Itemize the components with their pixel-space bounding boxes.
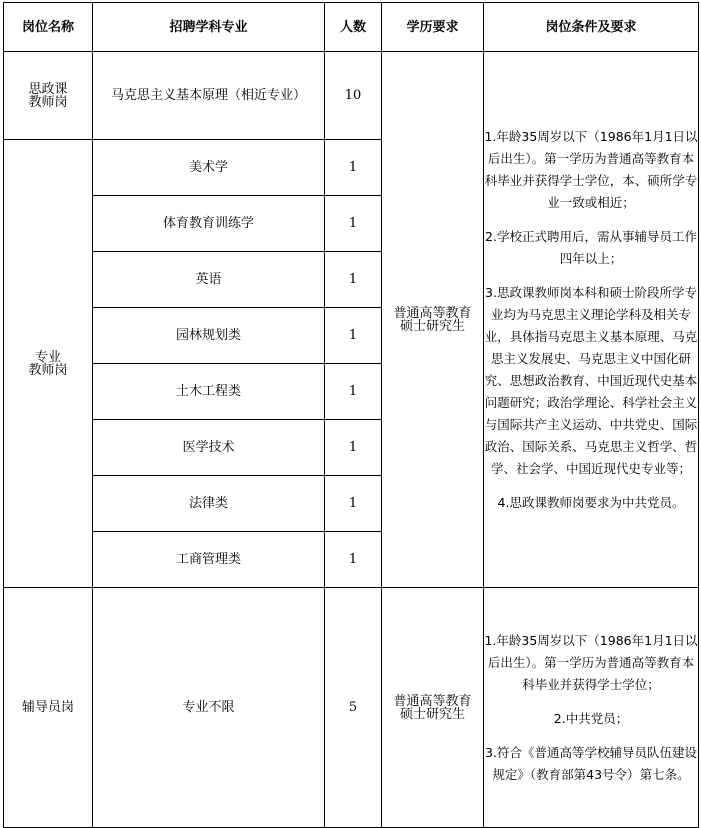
header-row bbox=[4, 3, 699, 52]
position-cell bbox=[4, 140, 93, 588]
requirement-item: 1.年龄35周岁以下（1986年1月1日以后出生）。第一学历为普通高等教育本科毕业并获得学士学位，本、硕所学专业一致或相近； bbox=[484, 128, 698, 210]
position-line: 专业 bbox=[34, 349, 61, 365]
count-cell: 1 bbox=[325, 364, 382, 420]
count-cell: 1 bbox=[325, 420, 382, 476]
requirement-item: 2.中共党员； bbox=[553, 710, 629, 726]
major-cell: 英语 bbox=[93, 252, 325, 308]
education-line: 硕士研究生 bbox=[399, 706, 465, 722]
requirement-item: 3.思政课教师岗本科和硕士阶段所学专业均为马克思主义理论学科及相关专业，具体指马克思主义基本原理、马克思主义发展史、马克思主义中国化研究、思想政治教育、中国近现代史基本问题研究；政治学理论、科学社会主义与国际共产主义运动、中共党史、国际政治、国际关系、马克思主义哲学、哲学、社会学、中国近现代史专业等； bbox=[484, 284, 698, 476]
header-education: 学历要求 bbox=[382, 3, 484, 52]
table-row bbox=[4, 52, 699, 140]
education-line: 普通高等教育 bbox=[393, 305, 472, 321]
requirement-item: 1.年龄35周岁以下（1986年1月1日以后出生）。第一学历为普通高等教育本科毕业并获得学士学位； bbox=[484, 632, 698, 692]
requirements-cell bbox=[484, 588, 699, 828]
position-line: 教师岗 bbox=[28, 94, 68, 110]
major-cell: 园林规划类 bbox=[93, 308, 325, 364]
table-row bbox=[4, 588, 699, 828]
major-cell: 美术学 bbox=[93, 140, 325, 196]
major-cell: 法律类 bbox=[93, 476, 325, 532]
count-cell: 1 bbox=[325, 532, 382, 588]
header-position: 岗位名称 bbox=[4, 3, 93, 52]
major-cell: 医学技术 bbox=[93, 420, 325, 476]
requirement-item: 4.思政课教师岗要求为中共党员。 bbox=[497, 494, 685, 510]
major-cell: 马克思主义基本原理（相近专业） bbox=[93, 52, 325, 140]
recruitment-table bbox=[3, 2, 699, 828]
header-major: 招聘学科专业 bbox=[93, 3, 325, 52]
position-cell: 辅导员岗 bbox=[4, 588, 93, 828]
position-line: 思政课 bbox=[28, 81, 68, 97]
education-line: 普通高等教育 bbox=[393, 693, 472, 709]
count-cell: 1 bbox=[325, 476, 382, 532]
header-count: 人数 bbox=[325, 3, 382, 52]
position-cell bbox=[4, 52, 93, 140]
education-cell bbox=[382, 588, 484, 828]
major-cell: 土木工程类 bbox=[93, 364, 325, 420]
count-cell: 1 bbox=[325, 140, 382, 196]
requirement-item: 2.学校正式聘用后，需从事辅导员工作四年以上； bbox=[485, 228, 697, 266]
requirements-cell bbox=[484, 52, 699, 588]
education-cell bbox=[382, 52, 484, 588]
count-cell: 10 bbox=[325, 52, 382, 140]
education-line: 硕士研究生 bbox=[399, 318, 465, 334]
major-cell: 工商管理类 bbox=[93, 532, 325, 588]
major-cell: 专业不限 bbox=[93, 588, 325, 828]
count-cell: 1 bbox=[325, 196, 382, 252]
count-cell: 1 bbox=[325, 308, 382, 364]
count-cell: 5 bbox=[325, 588, 382, 828]
count-cell: 1 bbox=[325, 252, 382, 308]
position-line: 教师岗 bbox=[28, 362, 68, 378]
header-requirements: 岗位条件及要求 bbox=[484, 3, 699, 52]
requirement-item: 3.符合《普通高等学校辅导员队伍建设规定》（教育部第43号令）第七条。 bbox=[485, 744, 697, 782]
major-cell: 体育教育训练学 bbox=[93, 196, 325, 252]
